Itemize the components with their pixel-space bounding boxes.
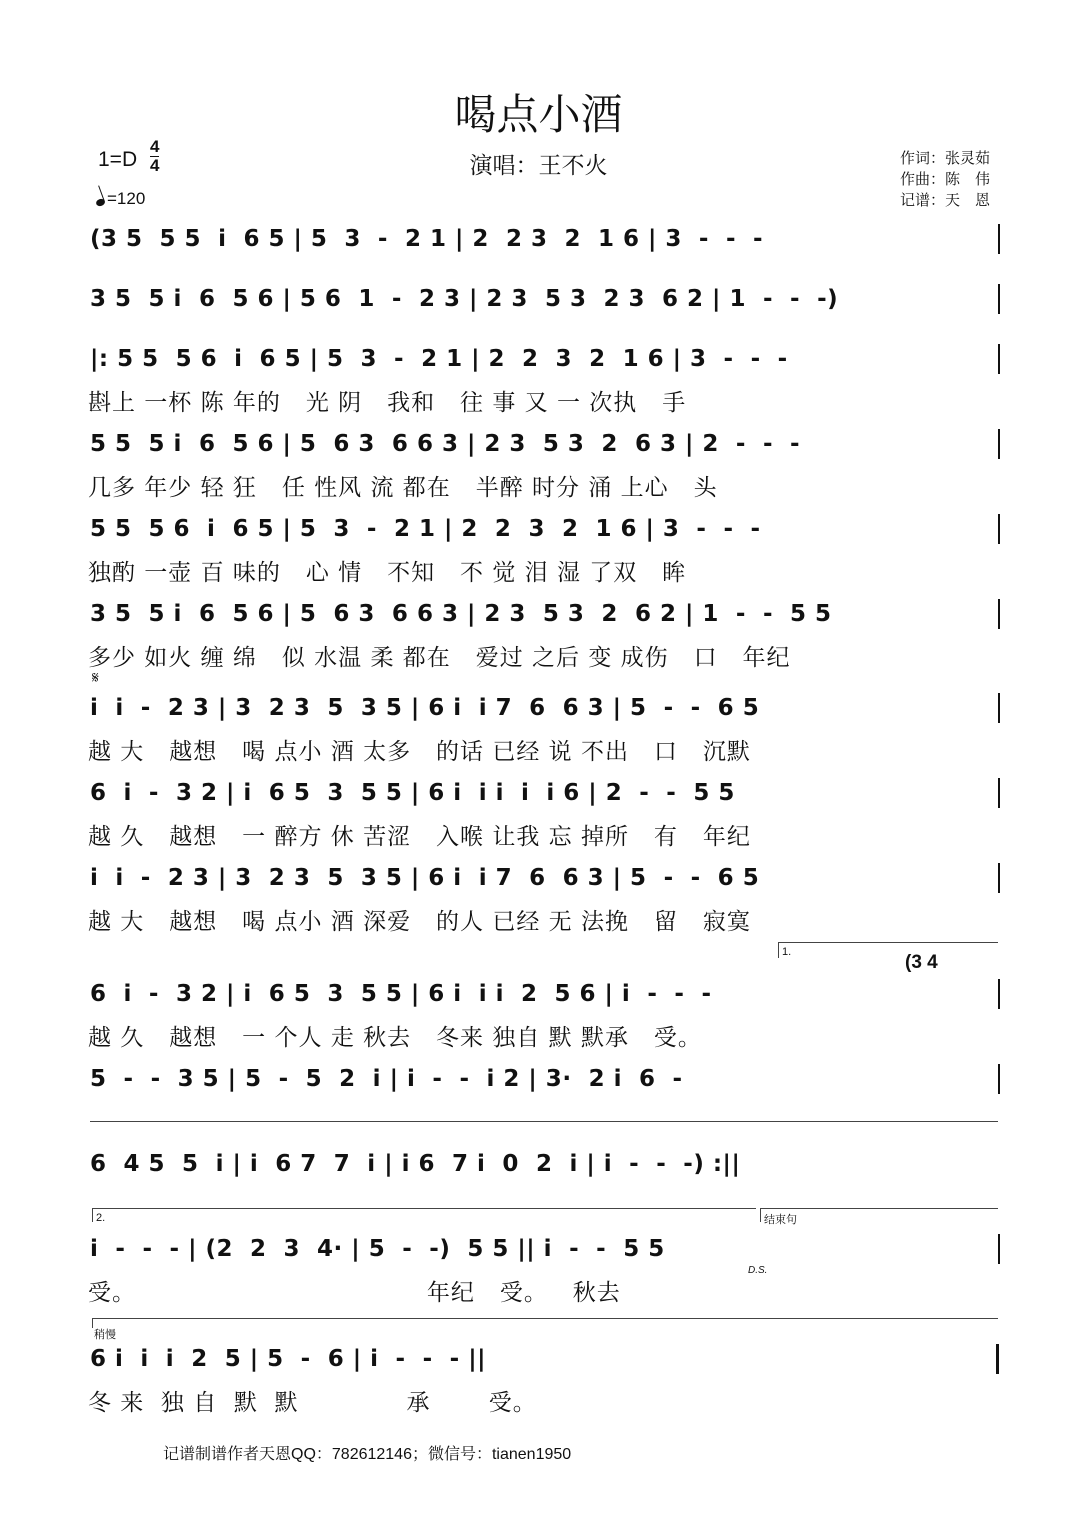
ending-bracket-left: [760, 1208, 761, 1222]
bar-line: [998, 778, 1000, 808]
lyric-row-3: 斟上 一杯 陈 年的 光 阴 我和 往 事 又 一 次执 手: [88, 390, 687, 416]
ending-bracket: [760, 1208, 998, 1209]
staff-row-4: 5 5 5 i 6 5 6 | 5 6 3 6 6 3 | 2 3 5 3 2 6 3 | 2 - - -: [90, 431, 801, 457]
credits: [900, 148, 990, 211]
staff-row-8: 6 i - 3 2 | i 6 5 3 5 5 | 6 i i i i i 6 | 2 - - 5 5: [90, 780, 735, 806]
slow-bracket: [92, 1318, 998, 1319]
staff-row-1: (3 5 5 5 i 6 5 | 5 3 - 2 1 | 2 2 3 2 1 6 | 3 - - -: [90, 226, 764, 252]
slow-bracket-left: [92, 1318, 93, 1328]
bar-line: [998, 1234, 1000, 1264]
slow-label: 稍慢: [94, 1329, 116, 1341]
singer: 演唱：王不火: [469, 152, 608, 178]
staff-row-7: i i - 2 3 | 3 2 3 5 3 5 | 6 i i 7 6 6 3 | 5 - - 6 5: [90, 695, 760, 721]
ds-mark: D.S.: [748, 1265, 768, 1276]
lyric-row-10: 越 久 越想 一 个人 走 秋去 冬来 独自 默 默承 受。: [88, 1025, 702, 1051]
time-signature: 4 4: [150, 137, 160, 175]
volta-1-bracket: [778, 942, 998, 943]
lyric-row-7: 越 大 越想 喝 点小 酒 太多 的话 已经 说 不出 口 沉默: [88, 739, 751, 765]
lyric-row-14: 冬 来 独 自 默 默 承 受。: [88, 1390, 537, 1416]
composer: 作曲：陈 伟: [900, 171, 991, 188]
staff-row-13: i - - - | (2 2 3 4· | 5 - -) 5 5 || i - - 5 5: [90, 1236, 665, 1262]
final-bar-line: [996, 1344, 999, 1374]
lyric-row-4: 几多 年少 轻 狂 任 性风 流 都在 半醉 时分 涌 上心 头: [88, 475, 718, 501]
ending-label: 结束句: [764, 1214, 797, 1226]
volta-1-bracket-left: [778, 942, 779, 958]
lyricist: 作词：张灵茹: [900, 150, 991, 167]
lyric-row-6: 多少 如火 缠 绵 似 水温 柔 都在 爱过 之后 变 成伤 口 年纪: [88, 645, 791, 671]
staff-row-5: 5 5 5 6 i 6 5 | 5 3 - 2 1 | 2 2 3 2 1 6 | 3 - - -: [90, 516, 761, 542]
staff-row-10: 6 i - 3 2 | i 6 5 3 5 5 | 6 i i i 2 5 6 | i - - -: [90, 981, 712, 1007]
bar-line: [998, 514, 1000, 544]
volta-2-label: 2.: [96, 1212, 106, 1224]
staff-row-6: 3 5 5 i 6 5 6 | 5 6 3 6 6 3 | 2 3 5 3 2 6 2 | 1 - - 5 5: [90, 601, 832, 627]
page-title: 喝点小酒: [454, 91, 623, 138]
staff-row-14: 6 i i i 2 5 | 5 - 6 | i - - - ||: [90, 1346, 487, 1372]
volta-1-extra: (3 4: [905, 952, 938, 973]
lyric-row-5: 独酌 一壶 百 味的 心 情 不知 不 觉 泪 湿 了双 眸: [88, 560, 687, 586]
bar-line: [998, 693, 1000, 723]
staff-row-9: i i - 2 3 | 3 2 3 5 3 5 | 6 i i 7 6 6 3 | 5 - - 6 5: [90, 865, 760, 891]
staff-row-11: 5 - - 3 5 | 5 - 5 2 i | i - - i 2 | 3· 2 i 6 -: [90, 1066, 683, 1092]
bar-line: [998, 284, 1000, 314]
bar-line: [998, 599, 1000, 629]
volta-2-bracket: [92, 1208, 756, 1209]
lyric-row-9: 越 大 越想 喝 点小 酒 深爱 的人 已经 无 法挽 留 寂寞: [88, 909, 751, 935]
volta-1-bottom-line: [90, 1121, 998, 1122]
segno-mark: 𝄋: [92, 670, 99, 687]
bar-line: [998, 429, 1000, 459]
lyric-row-13: 受。 年纪 受。 秋去: [88, 1280, 621, 1306]
staff-row-3: |: 5 5 5 6 i 6 5 | 5 3 - 2 1 | 2 2 3 2 1 6 | 3 - - -: [90, 346, 788, 372]
staff-row-2: 3 5 5 i 6 5 6 | 5 6 1 - 2 3 | 2 3 5 3 2 3 6 2 | 1 - - -): [90, 286, 839, 312]
lyric-row-8: 越 久 越想 一 醉方 休 苦涩 入喉 让我 忘 掉所 有 年纪: [88, 824, 751, 850]
bar-line: [998, 863, 1000, 893]
volta-2-bracket-left: [92, 1208, 93, 1222]
staff-row-12: 6 4 5 5 i | i 6 7 7 i | i 6 7 i 0 2 i | i - - -) :||: [90, 1151, 741, 1177]
bar-line: [998, 344, 1000, 374]
bar-line: [998, 979, 1000, 1009]
key-signature: 1=D: [98, 148, 138, 171]
bar-line: [998, 224, 1000, 254]
footer-note: 记谱制谱作者天恩QQ：782612146；微信号：tianen1950: [163, 1446, 572, 1463]
bar-line: [998, 1064, 1000, 1094]
transcriber: 记谱：天 恩: [900, 192, 991, 209]
quarter-note-icon: [95, 198, 106, 208]
tempo: =120: [96, 189, 145, 209]
volta-1-label: 1.: [782, 946, 792, 958]
